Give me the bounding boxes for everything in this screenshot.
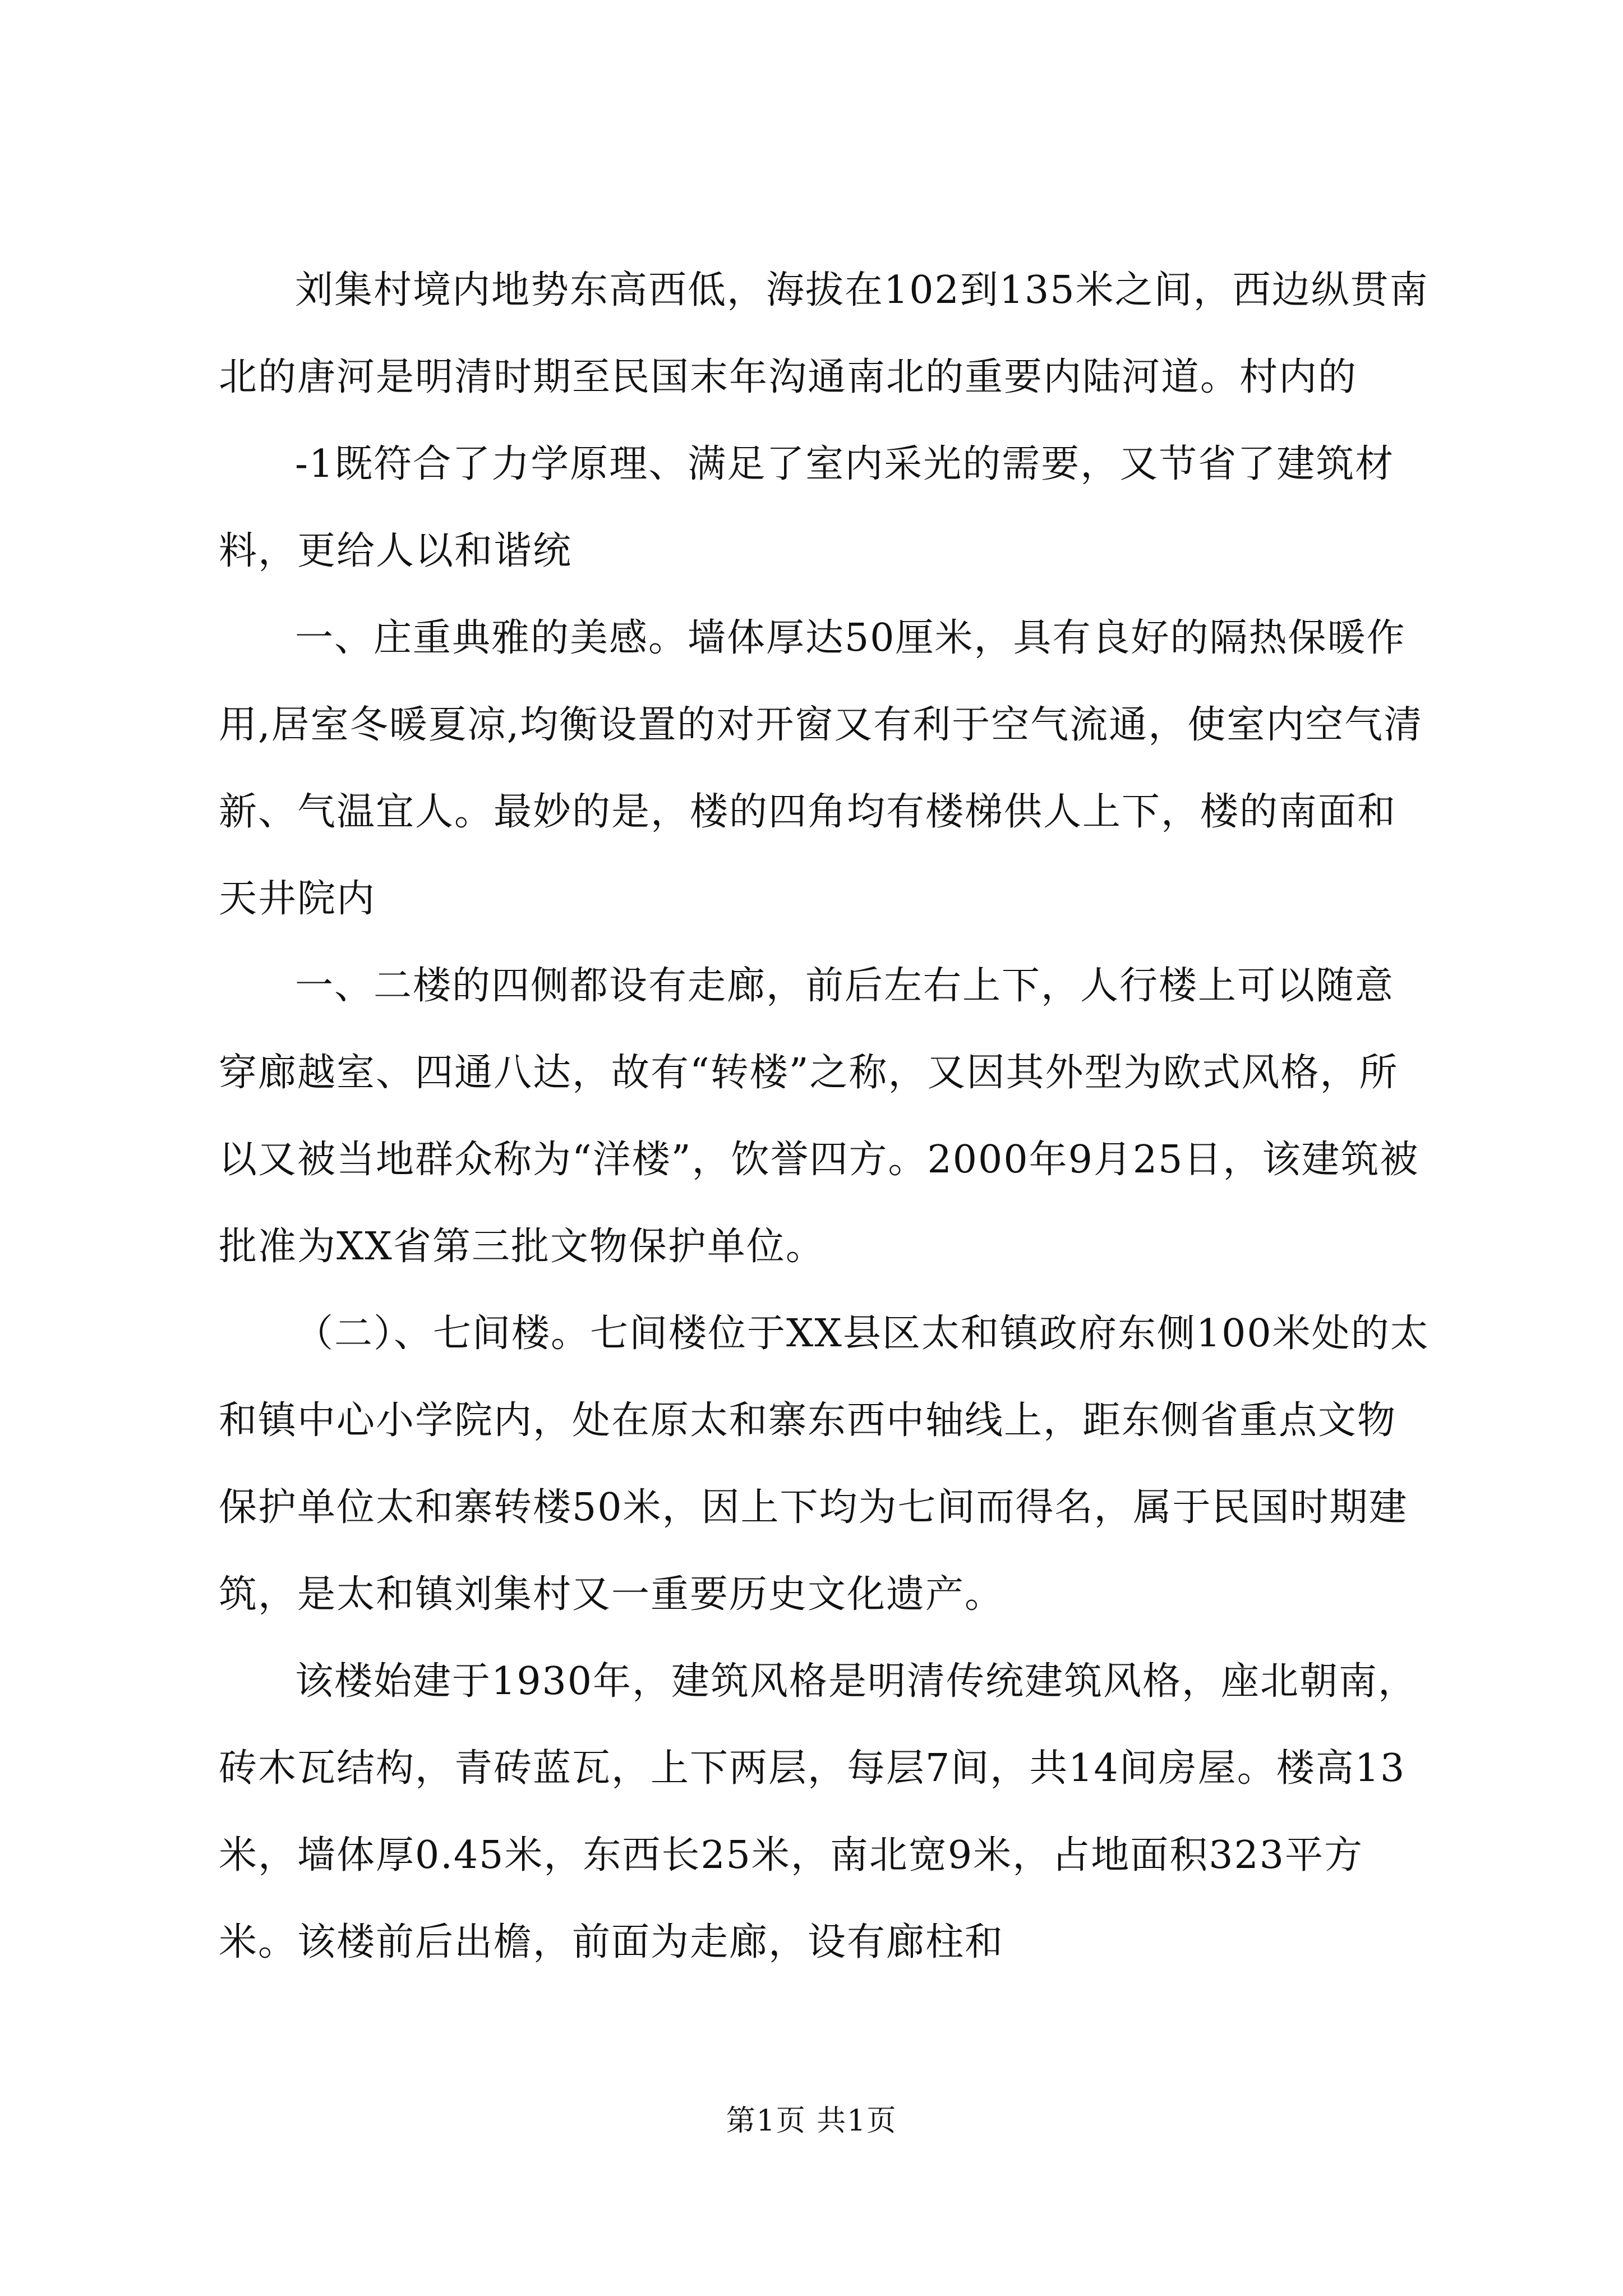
document-body (219, 247, 1430, 1986)
paragraph-4: 一、二楼的四侧都设有走廊，前后左右上下，人行楼上可以随意穿廊越室、四通八达，故有“转楼”之称，又因其外型为欧式风格，所以又被当地群众称为“洋楼”，饮誉四方。2000年9月25日，该建筑被批准为XX省第三批文物保护单位。 (219, 964, 1419, 1269)
paragraph-6: 该楼始建于1930年，建筑风格是明清传统建筑风格，座北朝南，砖木瓦结构，青砖蓝瓦，上下两层，每层7间，共14间房屋。楼高13米，墙体厚0.45米，东西长25米，南北宽9米，占地面积323平方米。该楼前后出檐，前面为走廊，设有廊柱和 (219, 1659, 1418, 1964)
paragraph-2: -1既符合了力学原理、满足了室内采光的需要，又节省了建筑材料，更给人以和谐统 (219, 442, 1395, 573)
paragraph-3: 一、庄重典雅的美感。墙体厚达50厘米，具有良好的隔热保暖作用,居室冬暖夏凉,均衡设置的对开窗又有利于空气流通，使室内空气清新、气温宜人。最妙的是，楼的四角均有楼梯供人上下，楼的南面和天井院内 (219, 616, 1423, 921)
paragraph-5: （二）、七间楼。七间楼位于XX县区太和镇政府东侧100米处的太和镇中心小学院内，处在原太和寨东西中轴线上，距东侧省重点文物保护单位太和寨转楼50米，因上下均为七间而得名，属于民国时期建筑，是太和镇刘集村又一重要历史文化遗产。 (219, 1312, 1430, 1617)
page-number-footer: 第1页 共1页 (726, 2104, 897, 2138)
paragraph-1: 刘集村境内地势东高西低，海拔在102到135米之间，西边纵贯南北的唐河是明清时期至民国末年沟通南北的重要内陆河道。村内的 (219, 268, 1429, 399)
